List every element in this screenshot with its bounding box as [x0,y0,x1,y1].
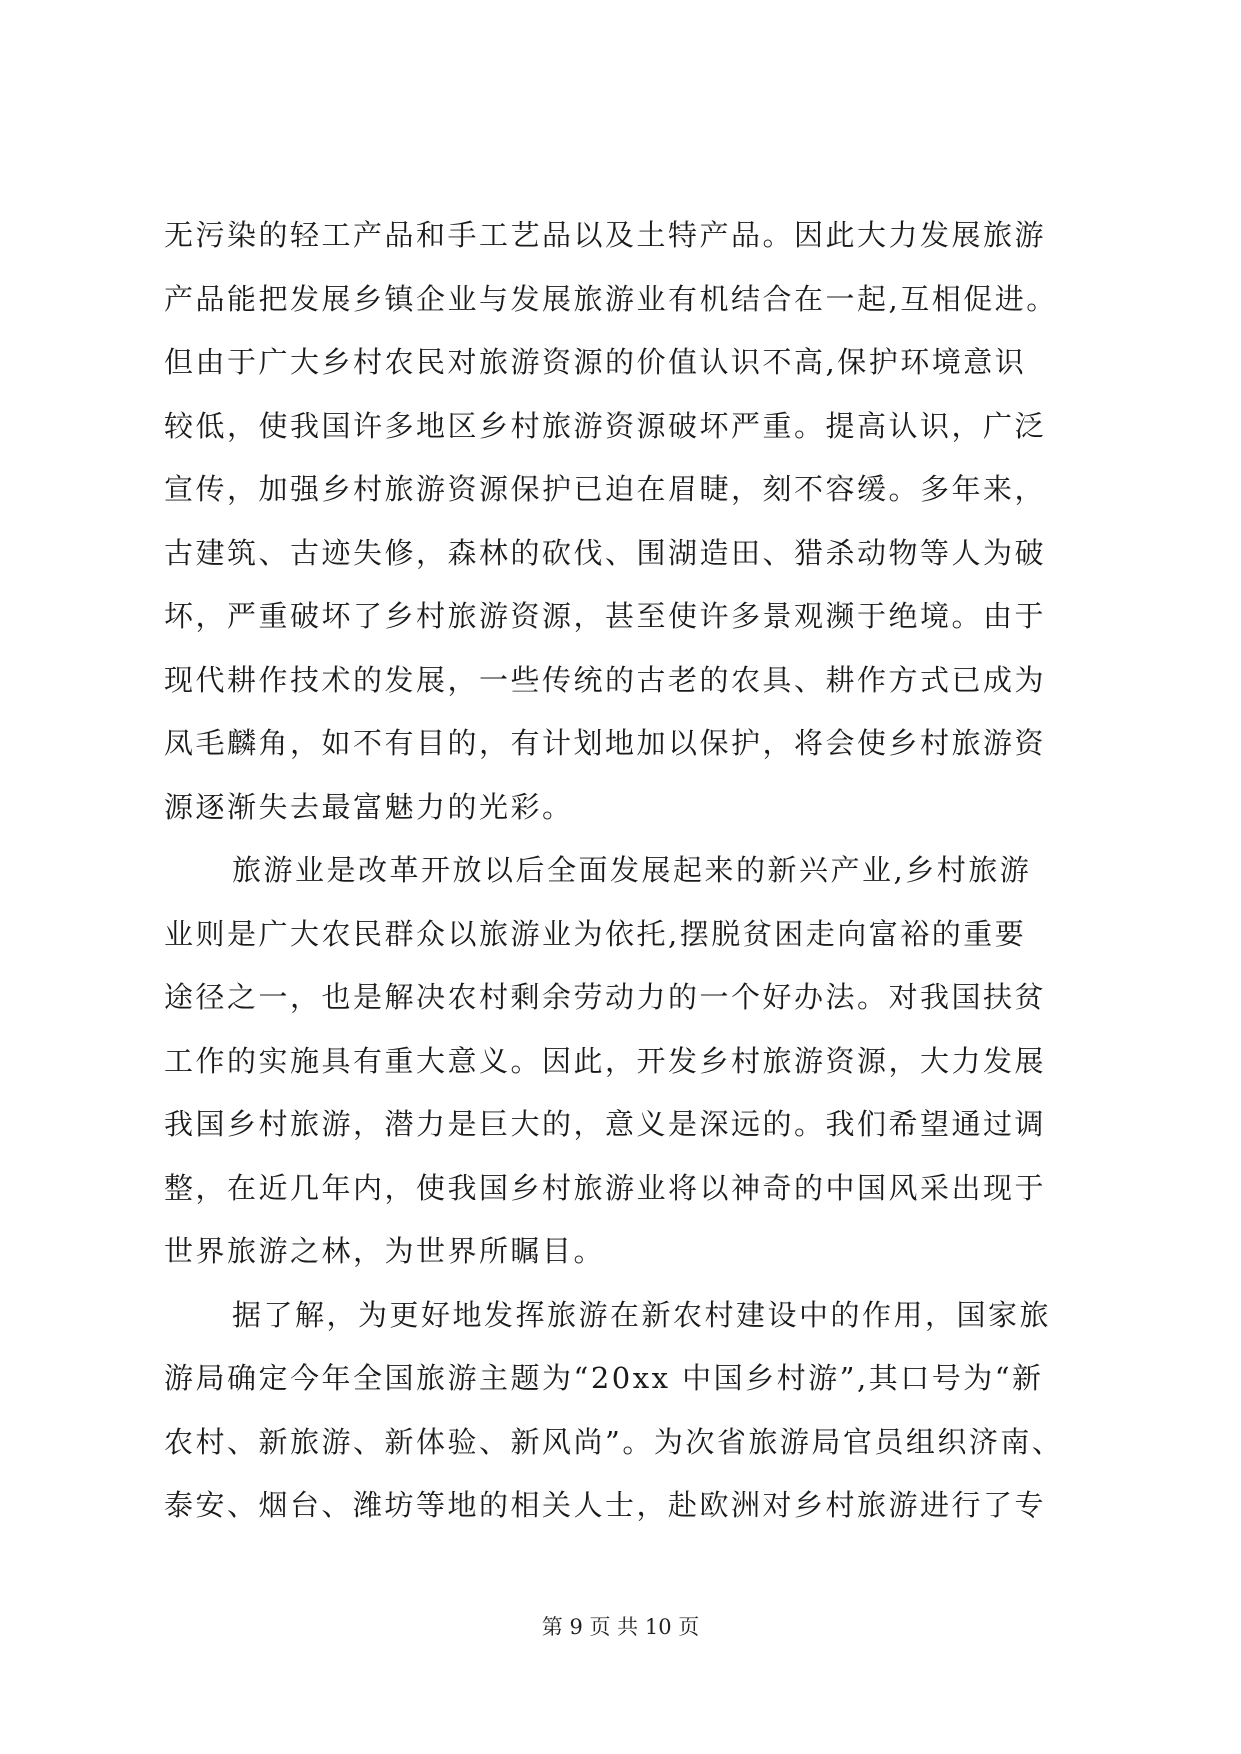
text-line: 较低，使我国许多地区乡村旅游资源破坏严重。提高认识，广泛 [164,408,1047,443]
text-line: 游局确定今年全国旅游主题为“20xx 中国乡村游”,其口号为“新 [164,1361,1044,1395]
text-line: 旅游业是改革开放以后全面发展起来的新兴产业,乡村旅游 [232,853,1032,887]
document-body [164,204,1124,1538]
text-line: 宣传，加强乡村旅游资源保护已迫在眉睫，刻不容缓。多年来， [164,472,1047,506]
text-line: 古建筑、古迹失修，森林的砍伐、围湖造田、猎杀动物等人为破 [164,535,1047,570]
text-line: 工作的实施具有重大意义。因此，开发乡村旅游资源，大力发展 [164,1043,1047,1078]
text-line: 现代耕作技术的发展，一些传统的古老的农具、耕作方式已成为 [164,662,1047,697]
text-line: 据了解，为更好地发挥旅游在新农村建设中的作用，国家旅 [232,1297,1052,1332]
text-line: 我国乡村旅游，潜力是巨大的，意义是深远的。我们希望通过调 [164,1107,1047,1141]
text-line: 源逐渐失去最富魅力的光彩。 [164,789,574,824]
text-line: 整，在近几年内，使我国乡村旅游业将以神奇的中国风采出现于 [164,1170,1047,1205]
text-line: 农村、新旅游、新体验、新风尚”。为次省旅游局官员组织济南、 [164,1424,1064,1459]
text-line: 无污染的轻工产品和手工艺品以及土特产品。因此大力发展旅游 [164,218,1047,252]
text-line: 途径之一，也是解决农村剩余劳动力的一个好办法。对我国扶贫 [164,980,1047,1014]
text-line: 产品能把发展乡镇企业与发展旅游业有机结合在一起,互相促进。 [164,281,1058,316]
text-line: 但由于广大乡村农民对旅游资源的价值认识不高,保护环境意识 [164,345,1027,379]
text-line: 坏，严重破坏了乡村旅游资源，甚至使许多景观濒于绝境。由于 [164,599,1047,633]
text-line: 业则是广大农民群众以旅游业为依托,摆脱贫困走向富裕的重要 [164,916,1027,951]
page-footer: 第 9 页 共 10 页 [541,1615,700,1639]
text-line: 凤毛麟角，如不有目的，有计划地加以保护，将会使乡村旅游资 [164,726,1047,760]
text-line: 世界旅游之林，为世界所瞩目。 [164,1234,606,1268]
text-line: 泰安、烟台、潍坊等地的相关人士，赴欧洲对乡村旅游进行了专 [164,1488,1047,1522]
